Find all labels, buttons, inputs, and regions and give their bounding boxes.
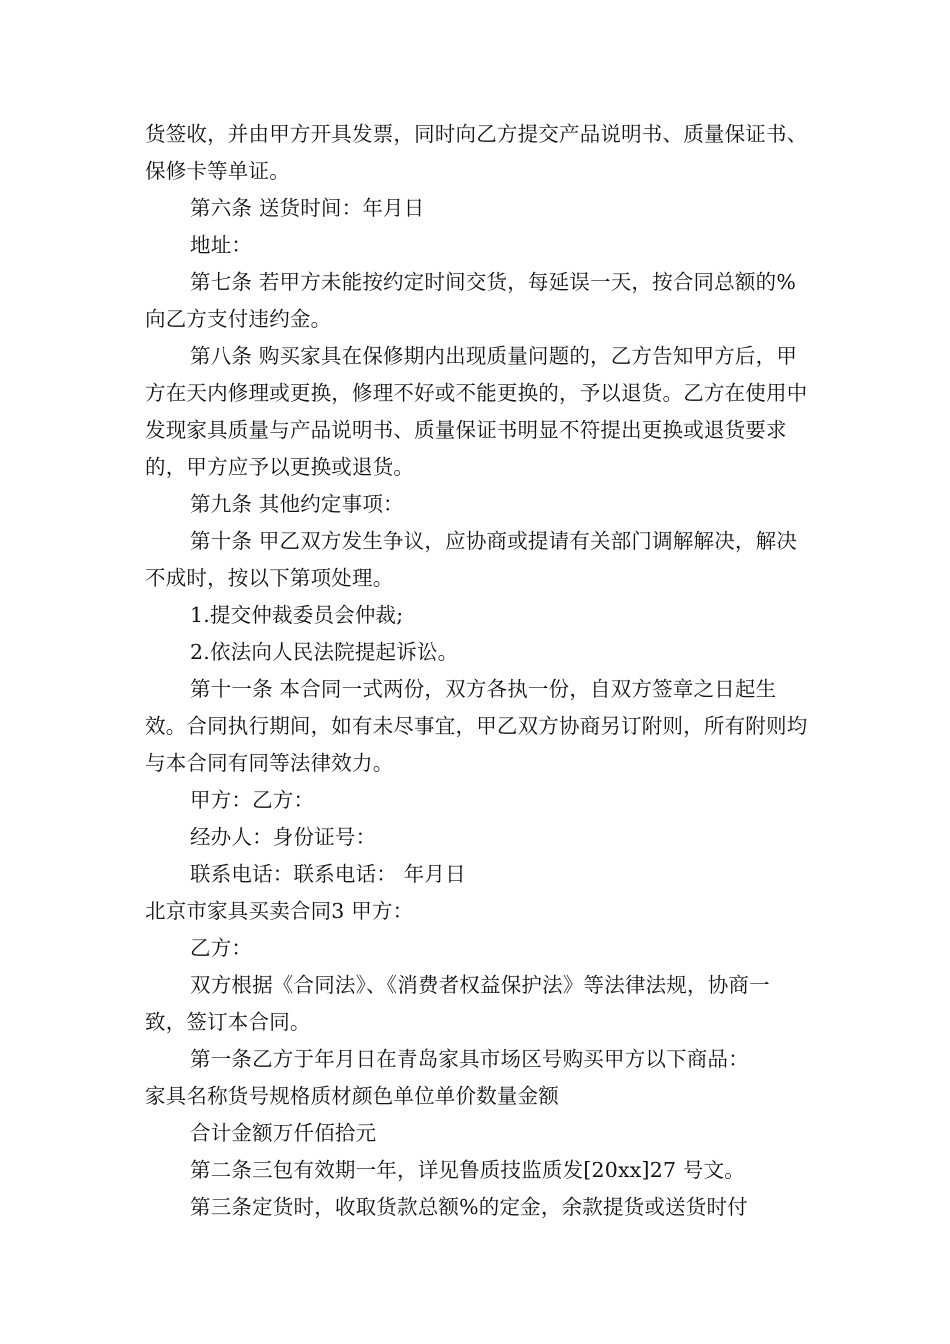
paragraph-article-11: 第十一条 本合同一式两份，双方各执一份，自双方签章之日起生效。合同执行期间，如有未尽事宜，甲乙双方协商另订附则，所有附则均与本合同有同等法律效力。 bbox=[145, 677, 808, 775]
paragraph-article-1: 第一条乙方于年月日在青岛家具市场区号购买甲方以下商品： bbox=[190, 1047, 749, 1071]
paragraph-party-signatures: 甲方：乙方： bbox=[190, 788, 315, 812]
paragraph-article-3: 第三条定货时，收取货款总额%的定金，余款提货或送货时付 bbox=[190, 1195, 748, 1219]
paragraph-goods-columns: 家具名称货号规格质材颜色单位单价数量金额 bbox=[145, 1084, 559, 1108]
paragraph-preamble: 双方根据《合同法》、《消费者权益保护法》等法律法规，协商一致，签订本合同。 bbox=[145, 973, 770, 1034]
paragraph-total-amount: 合计金额万仟佰拾元 bbox=[190, 1121, 377, 1145]
paragraph-article-6: 第六条 送货时间：年月日 bbox=[190, 196, 425, 220]
paragraph-article-10: 第十条 甲乙双方发生争议，应协商或提请有关部门调解解决，解决不成时，按以下第项处理。 bbox=[145, 529, 798, 590]
paragraph-article-2: 第二条三包有效期一年，详见鲁质技监质发[20xx]27 号文。 bbox=[190, 1158, 746, 1182]
paragraph-agent-id: 经办人：身份证号： bbox=[190, 825, 377, 849]
paragraph-article-7: 第七条 若甲方未能按约定时间交货，每延误一天，按合同总额的%向乙方支付违约金。 bbox=[145, 270, 796, 331]
paragraph-article-9: 第九条 其他约定事项： bbox=[190, 492, 404, 516]
document-body bbox=[145, 116, 810, 1226]
paragraph-delivery-receipt: 货签收，并由甲方开具发票，同时向乙方提交产品说明书、质量保证书、保修卡等单证。 bbox=[145, 122, 808, 183]
paragraph-address: 地址： bbox=[190, 233, 253, 257]
paragraph-contact-date: 联系电话：联系电话： 年月日 bbox=[190, 862, 466, 886]
paragraph-option-2: 2.依法向人民法院提起诉讼。 bbox=[190, 640, 459, 664]
paragraph-party-b: 乙方： bbox=[190, 936, 253, 960]
paragraph-contract-3-title: 北京市家具买卖合同3 甲方： bbox=[145, 899, 414, 923]
paragraph-option-1: 1.提交仲裁委员会仲裁; bbox=[190, 603, 404, 627]
paragraph-article-8: 第八条 购买家具在保修期内出现质量问题的，乙方告知甲方后，甲方在天内修理或更换，修理不好或不能更换的，予以退货。乙方在使用中发现家具质量与产品说明书、质量保证书明显不符提出更换或退货要求的，甲方应予以更换或退货。 bbox=[145, 344, 808, 479]
